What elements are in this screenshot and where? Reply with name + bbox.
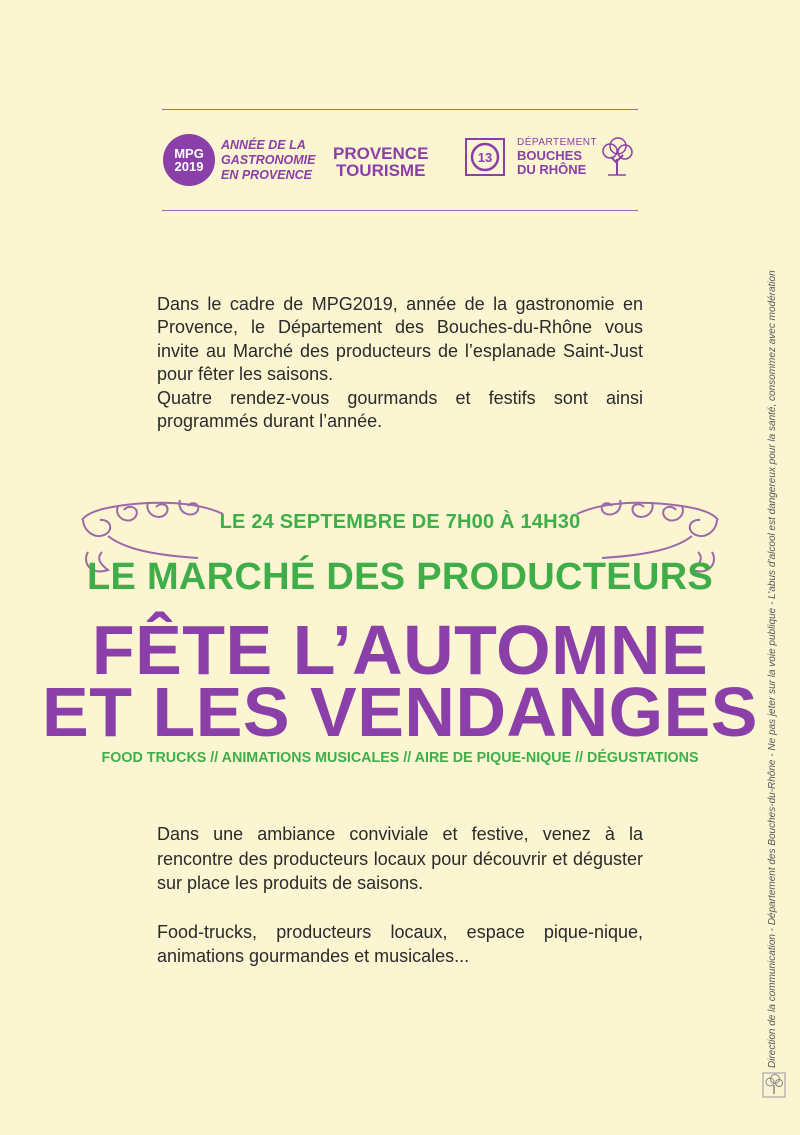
departement-badge-number: 13 — [477, 150, 493, 165]
departement-text — [517, 137, 597, 177]
intro-text — [157, 293, 643, 433]
departement-name-line2: DU RHÔNE — [517, 162, 587, 177]
body-text — [157, 822, 643, 993]
body-paragraph: Food-trucks, producteurs locaux, espace pique-nique, animations gourmandes et musicales... — [157, 921, 643, 966]
departement-name-line1: BOUCHES — [517, 148, 583, 163]
mpg-caption — [221, 138, 315, 183]
departement-13-icon — [465, 138, 505, 176]
top-divider — [162, 109, 638, 110]
intro-paragraph: Quatre rendez-vous gourmands et festifs sont ainsi programmés durant l’année. — [157, 387, 643, 432]
provence-logo-line1: PROVENCE — [333, 144, 429, 163]
olive-tree-icon — [598, 137, 636, 182]
mpg-caption-line: EN PROVENCE — [221, 168, 312, 182]
mpg-caption-line: GASTRONOMIE — [221, 153, 316, 167]
intro-paragraph: Dans le cadre de MPG2019, année de la gastronomie en Provence, le Département des Bouches-du-Rhône vous invite au Marché des producteurs de l’esplanade Saint-Just pour fêter les saisons. — [157, 294, 643, 385]
mpg-caption-line: ANNÉE DE LA — [221, 138, 306, 152]
mpg2019-logo — [163, 134, 215, 186]
legal-vertical-text: Direction de la communication - Département des Bouches-du-Rhône - Ne pas jeter sur la voie publique - L’abus d’alcool est dangereux pour la santé, consommez avec modération — [767, 270, 778, 1068]
header-bottom-divider — [162, 210, 638, 211]
small-olive-tree-icon — [762, 1072, 786, 1103]
body-paragraph: Dans une ambiance conviviale et festive, venez à la rencontre des producteurs locaux pour découvrir et déguster sur place les produits de saisons. — [157, 824, 643, 893]
event-tags: FOOD TRUCKS // ANIMATIONS MUSICALES // AIRE DE PIQUE-NIQUE // DÉGUSTATIONS — [101, 750, 699, 766]
event-subtitle: LE MARCHÉ DES PRODUCTEURS — [86, 556, 714, 598]
provence-logo-line2: TOURISME — [336, 161, 426, 180]
departement-label: DÉPARTEMENT — [517, 137, 598, 148]
mpg-logo-line2: 2019 — [174, 159, 204, 174]
event-date: LE 24 SEPTEMBRE DE 7H00 À 14H30 — [219, 511, 581, 533]
mpg-logo-line1: MPG — [174, 146, 204, 161]
departement-logo — [465, 137, 597, 177]
event-title-line1: FÊTE L’AUTOMNE — [91, 611, 709, 689]
event-title-line2: ET LES VENDANGES — [42, 673, 758, 751]
provence-tourisme-logo — [333, 145, 428, 179]
